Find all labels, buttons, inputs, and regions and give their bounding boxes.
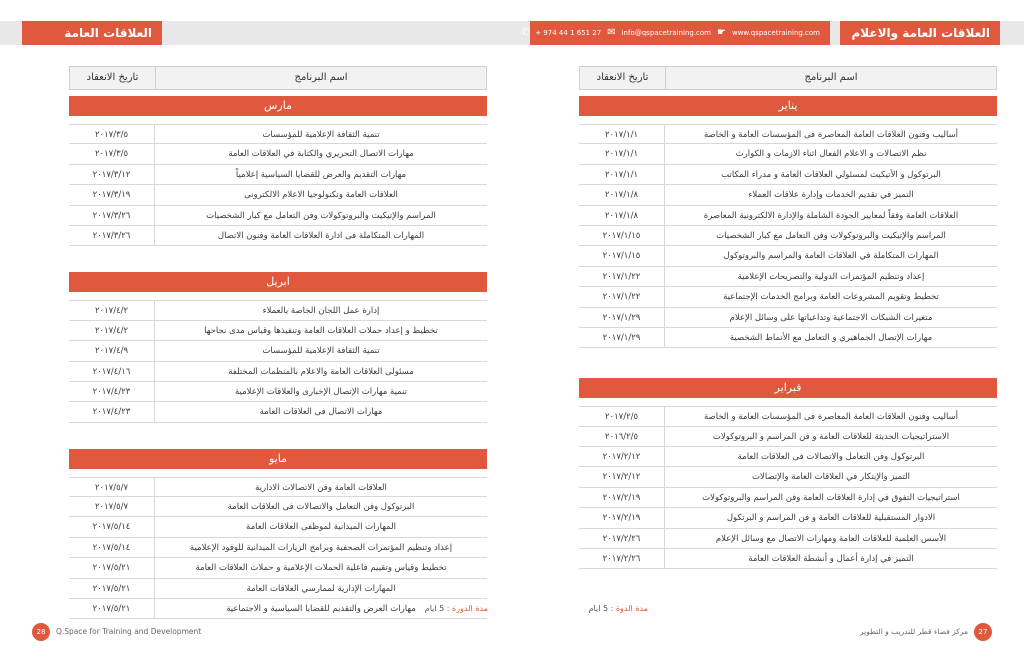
table-row xyxy=(579,246,997,266)
program-name: تخطيط وتقويم المشروعات العامة وبرامج الخدمات الإجتماعية xyxy=(723,292,939,303)
program-date: ٢٠١٧/١/٢٩ xyxy=(579,328,665,347)
program-name: إعداد وتنظيم المؤتمرات الصحفية وبرامج الزيارات الميدانية للوفود الإعلامية xyxy=(189,542,453,553)
table-row xyxy=(69,185,487,205)
column-date-header: تاريخ الانعقاد xyxy=(580,67,666,89)
left-duration xyxy=(370,604,488,613)
program-date: ٢٠١٧/٥/٧ xyxy=(69,497,155,516)
program-list xyxy=(579,406,997,569)
phone-icon: ✆ xyxy=(520,27,530,38)
table-row xyxy=(69,144,487,164)
month-header: ابريل xyxy=(69,272,487,292)
program-date: ٢٠١٧/٣/٥ xyxy=(69,144,155,163)
table-row xyxy=(579,427,997,447)
program-date: ٢٠١٧/٥/٧ xyxy=(69,478,155,496)
program-name: مهارات الاتصال التحريري والكتابة في العلاقات العامة xyxy=(228,149,414,160)
program-date: ٢٠١٧/١/١ xyxy=(579,125,665,143)
phone-number: + 974 44 1 651 27 xyxy=(535,29,602,37)
program-name: متغيرات الشبكات الاجتماعية وتداعياتها على وسائل الإعلام xyxy=(729,312,933,323)
program-date: ٢٠١٧/٤/٢٣ xyxy=(69,382,155,401)
program-list xyxy=(579,124,997,348)
table-row xyxy=(69,124,487,144)
table-row xyxy=(69,402,487,422)
footer-text: Q.Space for Training and Development xyxy=(56,627,202,636)
program-name: تنمية الثقافة الإعلامية للمؤسسات xyxy=(262,130,380,140)
program-name: الادوار المستقبلية للعلاقات العامة و فن المراسم و البرتكول xyxy=(726,513,936,524)
duration-value: 5 ايام xyxy=(424,604,445,613)
table-row xyxy=(69,558,487,578)
program-name: المهارات الميدانية لموظفى العلاقات العامة xyxy=(246,522,396,533)
table-row xyxy=(579,165,997,185)
program-name: البرتوكول وفن التعامل والاتصالات فى العلاقات العامة xyxy=(227,502,415,513)
program-date: ٢٠١٧/٣/٢٦ xyxy=(69,206,155,225)
table-row xyxy=(579,328,997,348)
program-date: ٢٠١٧/٥/٢١ xyxy=(69,599,155,618)
table-row xyxy=(69,538,487,558)
program-name: الأسس العلمية للعلاقات العامة ومهارات الاتصال مع وسائل الإعلام xyxy=(715,533,947,544)
program-date: ٢٠١٧/١/٢٢ xyxy=(579,287,665,306)
program-date: ٢٠١٧/٢/١٩ xyxy=(579,488,665,507)
right-duration xyxy=(530,604,648,613)
program-name: المهارات الإدارية لممارسي العلاقات العامة xyxy=(246,583,396,594)
program-date: ٢٠١٧/٤/١٦ xyxy=(69,362,155,381)
program-date: ٢٠١٧/٥/١٤ xyxy=(69,517,155,536)
table-row xyxy=(69,165,487,185)
table-row xyxy=(579,267,997,287)
column-name-header: اسم البرنامج xyxy=(294,72,348,83)
program-date: ٢٠١٧/٥/٢١ xyxy=(69,579,155,598)
program-name: البرتوكول وفن التعامل والاتصالات فى العلاقات العامة xyxy=(737,452,925,463)
program-date: ٢٠١٧/٢/٢٦ xyxy=(579,529,665,548)
program-name: المراسم والإتيكيت والبروتوكولات وفن التعامل مع كبار الشخصيات xyxy=(206,210,436,221)
left-footer xyxy=(32,623,201,641)
program-name: تنمية مهارات الإتصال الإخبارى والعلاقات الإعلامية xyxy=(234,386,407,397)
table-row xyxy=(69,497,487,517)
table-row xyxy=(579,144,997,164)
table-row xyxy=(579,308,997,328)
program-date: ٢٠١٧/١/١ xyxy=(579,144,665,163)
program-date: ٢٠١٧/٤/٢ xyxy=(69,321,155,340)
website-link[interactable]: www.qspacetraining.com xyxy=(731,29,820,37)
program-name: إعداد وتنظيم المؤتمرات الدولية والتصريحات الإعلامية xyxy=(737,271,925,282)
table-row xyxy=(579,447,997,467)
program-date: ٢٠١٧/٥/١٤ xyxy=(69,538,155,557)
program-date: ٢٠١٧/٣/١٩ xyxy=(69,185,155,204)
program-name: المراسم والإتيكيت والبروتوكولات وفن التعامل مع كبار الشخصيات xyxy=(716,230,946,241)
program-name: العلاقات العامة وتكنولوجيا الاعلام الالكترونى xyxy=(244,190,398,201)
program-date: ٢٠١٧/٣/٥ xyxy=(69,125,155,143)
program-date: ٢٠١٧/٢/١٢ xyxy=(579,447,665,466)
program-date: ٢٠١٧/١/٢٢ xyxy=(579,267,665,286)
right-sections xyxy=(579,96,997,569)
program-date: ٢٠١٧/٤/٢ xyxy=(69,301,155,319)
table-row xyxy=(69,206,487,226)
program-name: العلاقات العامة وفقاً لمعايير الجودة الشاملة والإدارة الالكترونية المعاصرة xyxy=(703,210,959,221)
email-address[interactable]: info@qspacetraining.com xyxy=(621,29,711,37)
table-row xyxy=(69,382,487,402)
table-row xyxy=(579,226,997,246)
program-date: ٢٠١٧/٣/١٢ xyxy=(69,165,155,184)
column-date-header: تاريخ الانعقاد xyxy=(70,67,156,89)
program-date: ٢٠١٦/٢/٥ xyxy=(579,427,665,446)
month-section xyxy=(69,96,487,246)
program-date: ٢٠١٧/٢/١٩ xyxy=(579,508,665,527)
program-name: نظم الاتصالات و الاعلام الفعال اثناء الازمات و الكوارث xyxy=(735,149,927,160)
program-list xyxy=(69,300,487,422)
program-date: ٢٠١٧/١/١ xyxy=(579,165,665,184)
program-name: العلاقات العامة وفن الاتصالات الادارية xyxy=(255,482,387,493)
table-row xyxy=(579,406,997,426)
table-row xyxy=(579,508,997,528)
left-page xyxy=(69,66,487,619)
right-footer xyxy=(820,623,992,641)
program-name: تخطيط وقياس وتقييم فاعلية الحملات الإعلامية و حملات العلاقات العامة xyxy=(195,563,447,574)
table-row xyxy=(579,185,997,205)
month-section xyxy=(69,449,487,620)
program-date: ٢٠١٧/٤/٩ xyxy=(69,341,155,360)
table-row xyxy=(579,467,997,487)
program-name: تخطيط و إعداد حملات العلاقات العامة وتنفيذها وقياس مدى نجاحها xyxy=(204,325,438,336)
contact-bar xyxy=(520,21,830,45)
program-name: التميز والإبتكار في العلاقات العامة والإتصالات xyxy=(752,472,910,483)
table-row xyxy=(579,206,997,226)
program-name: المهارات المتكاملة في العلاقات العامة والمراسم والبروتوكول xyxy=(723,251,939,262)
table-row xyxy=(69,226,487,246)
program-list xyxy=(69,124,487,246)
program-name: استراتيجيات التفوق في إدارة العلاقات العامة وفن المراسم والبروتوكولات xyxy=(702,492,960,503)
website-icon: ☛ xyxy=(717,27,726,38)
column-name-header: اسم البرنامج xyxy=(804,72,858,83)
program-date: ٢٠١٧/٥/٢١ xyxy=(69,558,155,577)
table-row xyxy=(579,287,997,307)
program-name: التميز في تقديم الخدمات وإدارة علاقات العملاء xyxy=(748,190,914,201)
email-icon: ✉ xyxy=(607,27,616,38)
duration-label: مدة الدورة : xyxy=(446,604,488,613)
right-page xyxy=(579,66,997,569)
program-name: مهارات العرض والتقديم للقضايا السياسية و الاجتماعية xyxy=(226,604,416,615)
program-date: ٢٠١٧/٢/٢٦ xyxy=(579,549,665,568)
table-row xyxy=(579,549,997,569)
table-row xyxy=(69,517,487,537)
left-sections xyxy=(69,96,487,619)
month-header: مايو xyxy=(69,449,487,469)
column-header xyxy=(579,66,997,90)
table-row xyxy=(579,124,997,144)
footer-text: مركز فضاء قطر للتدريب و التطوير xyxy=(859,627,968,636)
program-name: مسئولى العلاقات العامة والاعلام بالمنظمات المختلفة xyxy=(228,366,414,377)
month-header: مارس xyxy=(69,96,487,116)
table-row xyxy=(69,341,487,361)
program-name: الاستراتيجيات الحديثة للعلاقات العامة و فن المراسم و البروتوكولات xyxy=(712,431,950,442)
column-header xyxy=(69,66,487,90)
program-name: مهارات التقديم والعرض للقضايا السياسية إعلامياً xyxy=(235,169,407,180)
table-row xyxy=(579,488,997,508)
program-date: ٢٠١٧/١/١٥ xyxy=(579,226,665,245)
table-row xyxy=(69,321,487,341)
program-name: مهارات الاتصال فى العلاقات العامة xyxy=(259,407,383,418)
program-date: ٢٠١٧/٢/٥ xyxy=(579,407,665,425)
table-row xyxy=(69,300,487,320)
program-date: ٢٠١٧/١/٢٩ xyxy=(579,308,665,327)
program-name: أساليب وفنون العلاقات العامة المعاصرة فى المؤسسات العامة و الخاصة xyxy=(703,412,959,423)
duration-label: مدة الدوة : xyxy=(610,604,648,613)
program-date: ٢٠١٧/١/٨ xyxy=(579,206,665,225)
right-page-title: العلاقات العامة والاعلام xyxy=(840,21,1000,45)
month-section xyxy=(69,272,487,422)
page-number: 28 xyxy=(32,623,50,641)
table-row xyxy=(69,477,487,497)
program-date: ٢٠١٧/٢/١٢ xyxy=(579,467,665,486)
program-date: ٢٠١٧/١/١٥ xyxy=(579,246,665,265)
program-date: ٢٠١٧/١/٨ xyxy=(579,185,665,204)
duration-value: 5 ايام xyxy=(588,604,609,613)
program-name: تنمية الثقافة الإعلامية للمؤسسات xyxy=(262,346,380,357)
program-name: المهارات المتكاملة فى ادارة العلاقات العامة وفنون الاتصال xyxy=(217,230,425,241)
program-name: أساليب وفنون العلاقات العامة المعاصرة فى المؤسسات العامة و الخاصة xyxy=(703,130,959,140)
program-name: البرتوكول و الأتيكيت لمسئولي العلاقات العامة و مدراء المكاتب xyxy=(721,169,941,180)
program-name: مهارات الإتصال الجماهيري و التعامل مع الأنماط الشخصية xyxy=(729,332,933,343)
program-date: ٢٠١٧/٣/٢٦ xyxy=(69,226,155,245)
month-header: فبراير xyxy=(579,378,997,398)
month-header: يناير xyxy=(579,96,997,116)
program-name: التميز في إدارة أعمال و أنشطة العلاقات العامة xyxy=(748,554,914,565)
program-date: ٢٠١٧/٤/٢٣ xyxy=(69,402,155,421)
month-section xyxy=(579,378,997,569)
program-name: إدارة عمل اللجان الخاصة بالعملاء xyxy=(262,306,380,317)
left-page-title: العلاقات العامة والاعلام xyxy=(22,21,162,45)
program-list xyxy=(69,477,487,620)
page-number: 27 xyxy=(974,623,992,641)
table-row xyxy=(69,579,487,599)
month-section xyxy=(579,96,997,348)
table-row xyxy=(579,529,997,549)
table-row xyxy=(69,362,487,382)
